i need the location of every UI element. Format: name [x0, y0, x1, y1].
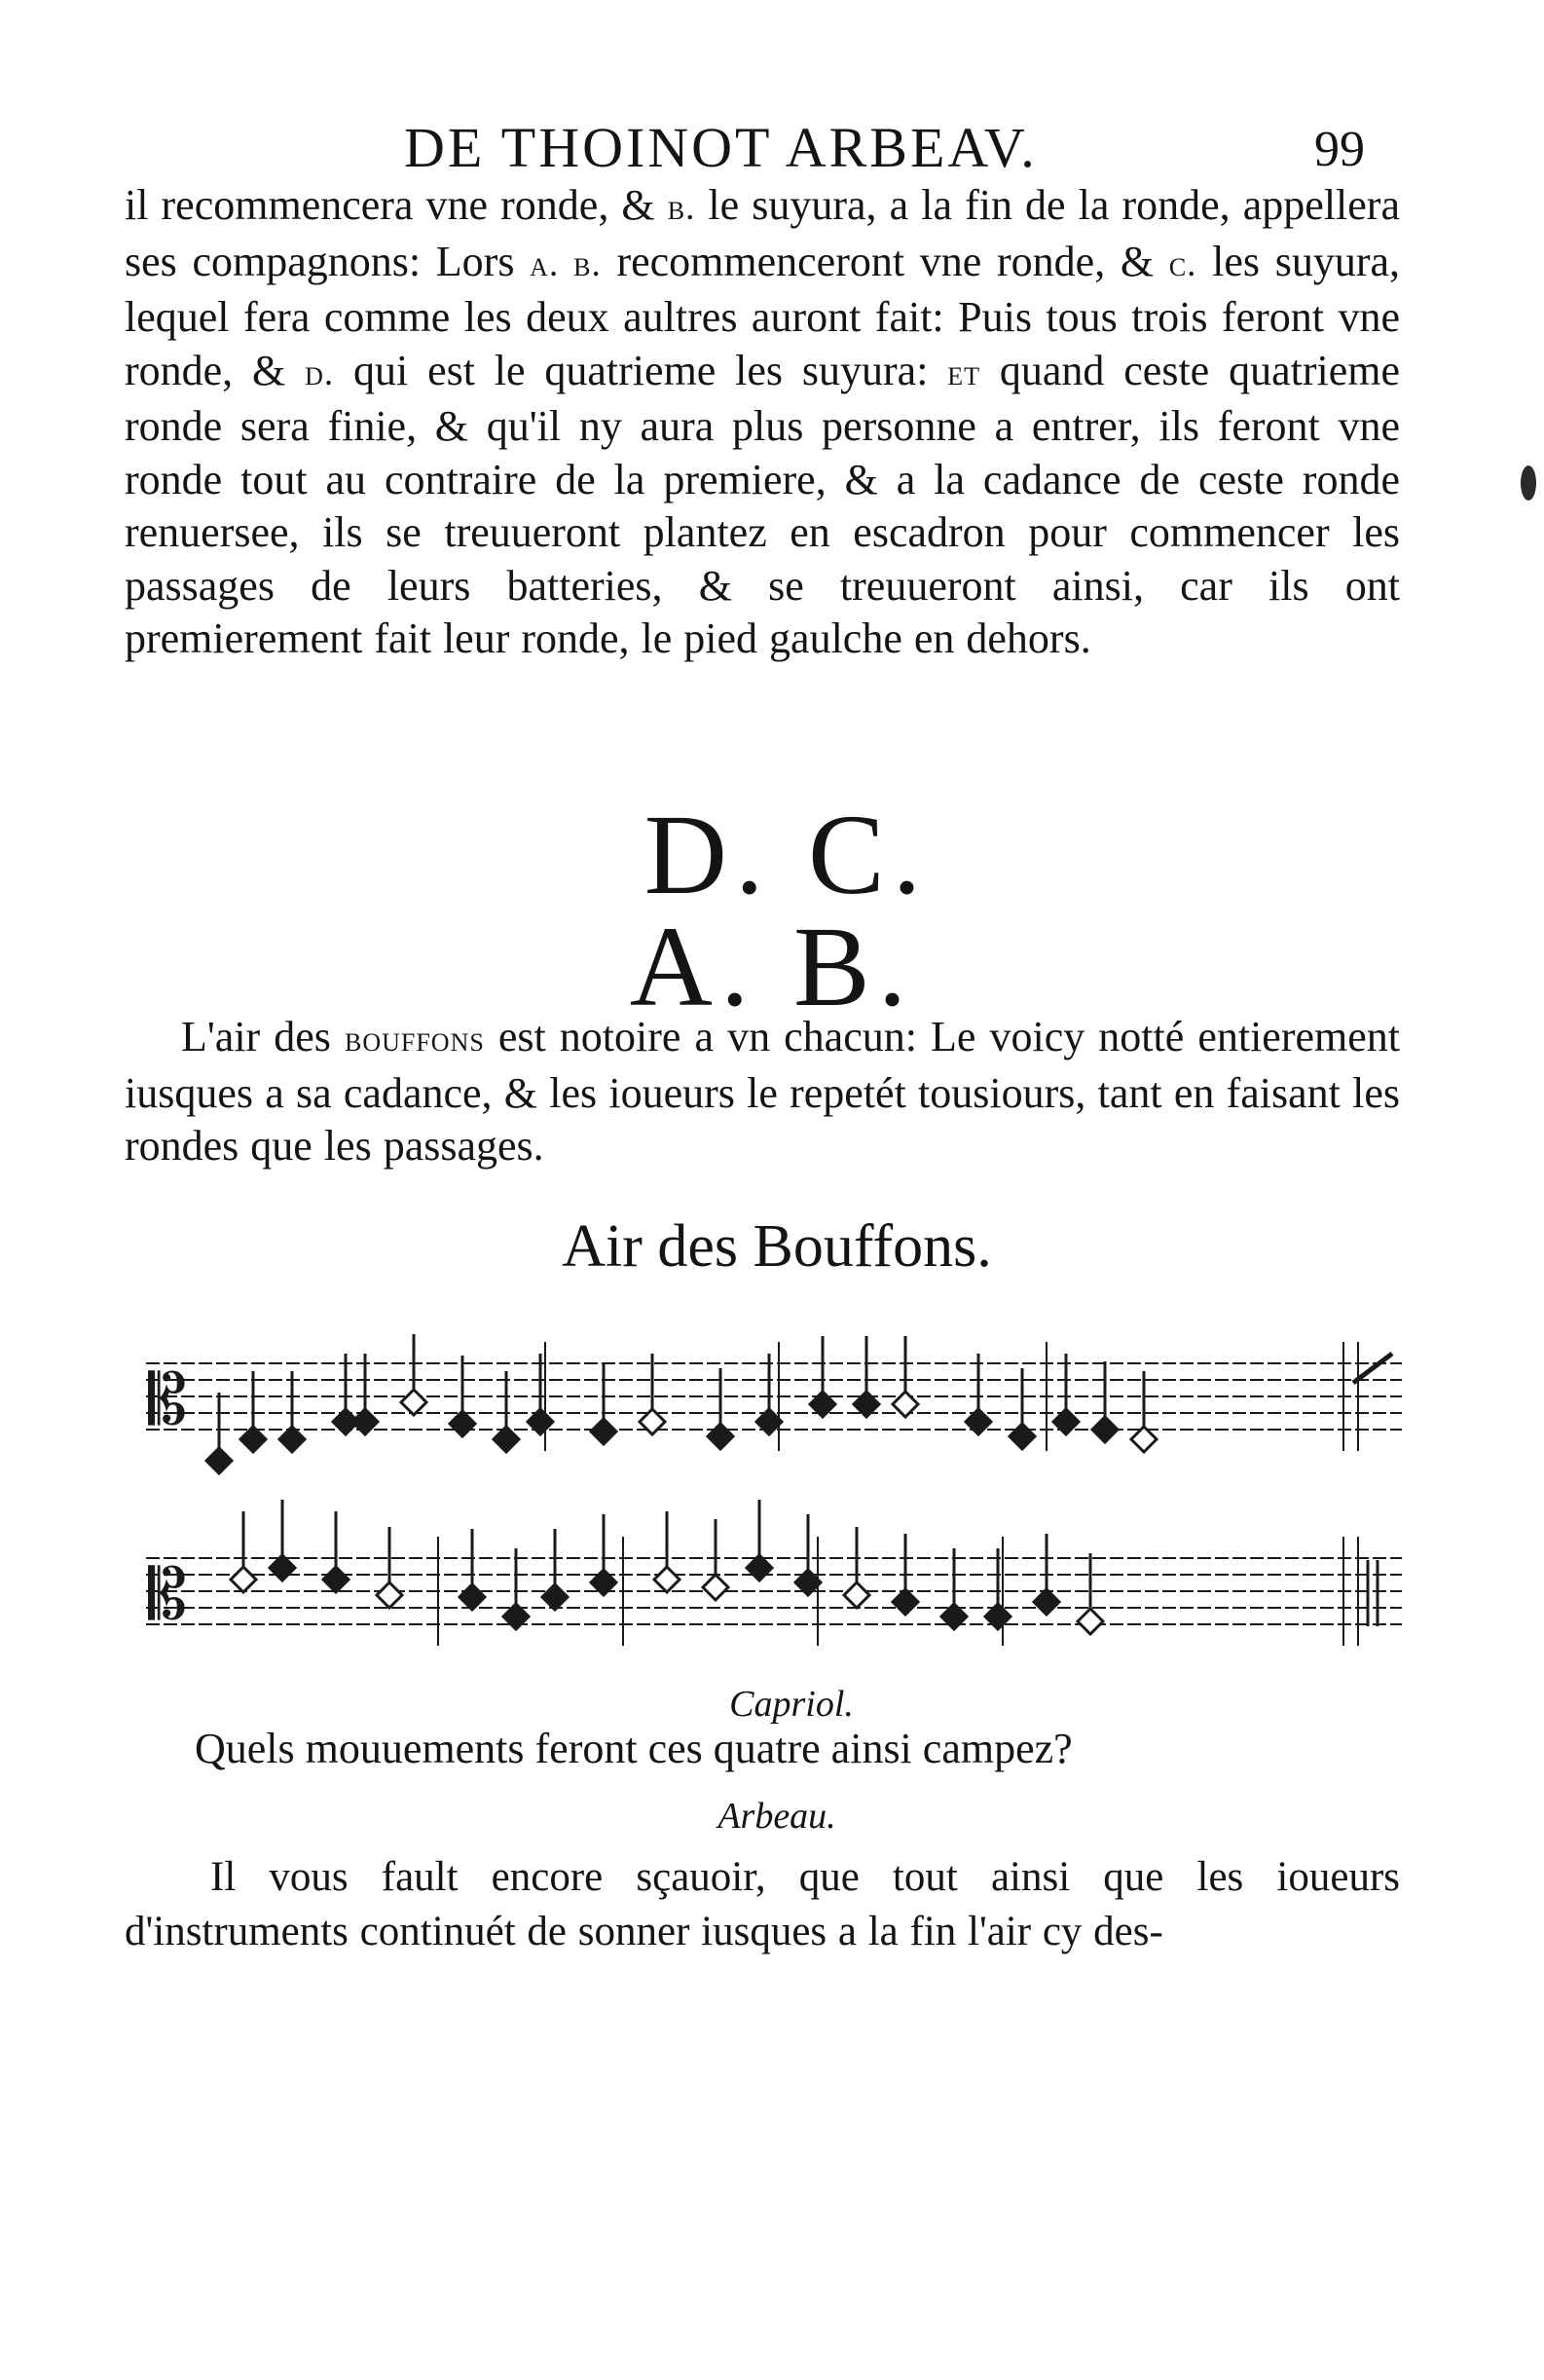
- speaker-capriol: Capriol.: [729, 1684, 854, 1725]
- text-run: il recommencera vne ronde, &: [125, 181, 668, 229]
- note-head: [542, 1584, 568, 1610]
- note-head: [377, 1582, 402, 1608]
- note-head: [893, 1589, 918, 1615]
- note-head: [708, 1424, 733, 1449]
- note-head: [654, 1567, 680, 1592]
- text-run: les suyura, lequel fera comme les deux aultres auront fait: Puis tous trois feront vne ronde, &: [125, 237, 1401, 394]
- note-head: [323, 1567, 349, 1592]
- paragraph-ronde: [125, 179, 1400, 666]
- text-run: qui est le quatrieme les suyura:: [334, 346, 948, 394]
- note-head: [401, 1390, 426, 1415]
- note-head: [1034, 1589, 1059, 1615]
- formation-row-ab: A. B.: [629, 903, 915, 1030]
- note-head: [1078, 1609, 1103, 1634]
- note-head: [460, 1584, 485, 1610]
- note-head: [1092, 1417, 1118, 1442]
- text-run: quand ceste quatrieme ronde sera finie, & qu'il ny aura plus personne a entrer, ils feront vne ronde tout au contraire de la premiere, & a la cadance de ceste ronde renuersee, ils se treuueront plantez en escadron pour commencer les passages de leurs batteries, & se treuueront ainsi, car ils ont premierement fait leur ronde, le pied gaulche en dehors.: [125, 346, 1400, 662]
- music-staff-1: [146, 1334, 1402, 1473]
- music-title: Air des Bouffons.: [562, 1213, 992, 1280]
- text-run: L'air des: [181, 1013, 345, 1060]
- text-run: le suyura, a la fin de la ronde, appellera ses compagnons: Lors: [125, 181, 1400, 285]
- letters-a-b: a. b.: [530, 243, 602, 284]
- note-head: [279, 1427, 305, 1452]
- note-head: [206, 1448, 232, 1473]
- note-head: [450, 1411, 475, 1436]
- text-run: recommenceront vne ronde, &: [601, 237, 1169, 285]
- paragraph-air: [125, 1011, 1400, 1173]
- formation-row-dc: D. C.: [643, 791, 930, 918]
- paragraph-answer: Il vous fault encore sçauoir, que tout ainsi que les ioueurs d'instruments continuét de sonner iusques a la fin l'air cy des-: [125, 1854, 1400, 1954]
- small-caps-bouffons: bouffons: [344, 1020, 485, 1060]
- ink-blot: [1521, 465, 1536, 501]
- letter-b: b.: [667, 188, 696, 228]
- question-line: Quels mouuements feront ces quatre ainsi campez?: [195, 1725, 1073, 1772]
- header-title: DE THOINOT ARBEAV.: [404, 116, 1038, 179]
- note-head: [1010, 1424, 1035, 1449]
- page-number: 99: [1314, 122, 1365, 177]
- letter-d: d.: [305, 353, 335, 393]
- small-caps-et: et: [947, 353, 981, 393]
- music-staff-2: [146, 1500, 1402, 1646]
- note-head: [893, 1392, 918, 1417]
- note-head: [703, 1575, 728, 1600]
- note-head: [844, 1582, 869, 1608]
- letter-c: c.: [1168, 243, 1197, 284]
- speaker-arbeau: Arbeau.: [717, 1796, 836, 1837]
- clef-icon: 𝄡: [148, 1358, 188, 1440]
- clef-icon: 𝄡: [148, 1553, 188, 1635]
- note-head: [231, 1567, 256, 1592]
- music-notation: [146, 1324, 1412, 1675]
- text-run: est notoire a vn chacun: Le voicy notté entierement iusques a sa cadance, & les ioueurs le repetét tousiours, tant en faisant les rondes que les passages.: [125, 1013, 1400, 1170]
- note-head: [591, 1419, 616, 1444]
